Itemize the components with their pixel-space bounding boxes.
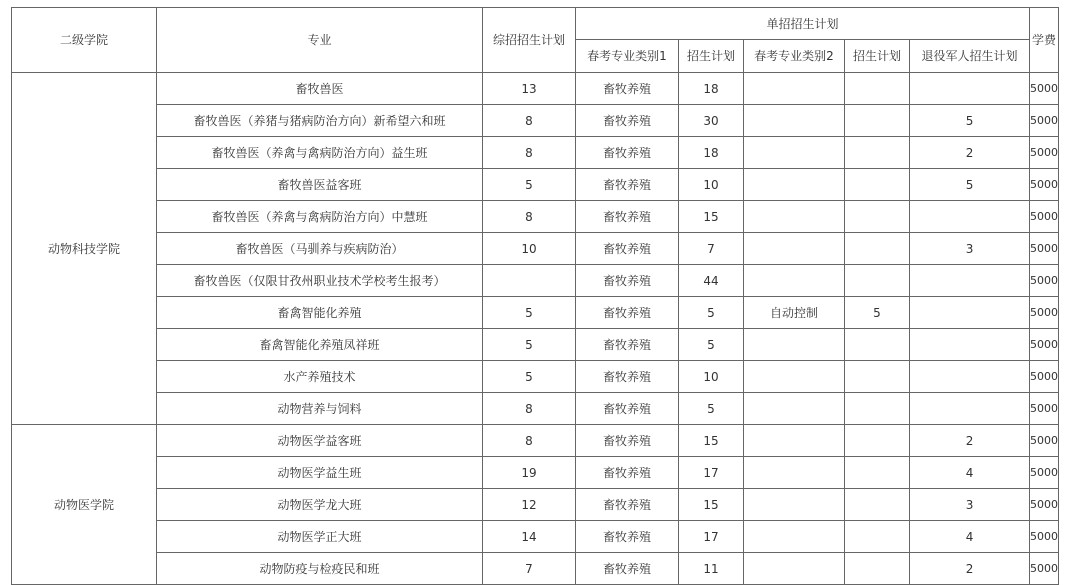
- plan-1-cell: 30: [679, 105, 744, 137]
- spring-category-1-cell: 畜牧养殖: [576, 457, 679, 489]
- spring-category-2-cell: [744, 201, 845, 233]
- plan-1-cell: 18: [679, 73, 744, 105]
- veteran-plan-cell: [910, 201, 1030, 233]
- plan-1-cell: 10: [679, 361, 744, 393]
- table-row: [12, 201, 1059, 233]
- plan-2-cell: [845, 137, 910, 169]
- tuition-cell: 5000: [1030, 329, 1059, 361]
- major-cell: 畜牧兽医（仅限甘孜州职业技术学校考生报考）: [157, 265, 483, 297]
- major-cell: 畜牧兽医（养禽与禽病防治方向）中慧班: [157, 201, 483, 233]
- header-spring-category-2: 春考专业类别2: [744, 40, 845, 73]
- spring-category-2-cell: [744, 265, 845, 297]
- plan-1-cell: 5: [679, 329, 744, 361]
- college-cell: 动物医学院: [12, 425, 157, 585]
- major-cell: 动物营养与饲料: [157, 393, 483, 425]
- spring-category-2-cell: [744, 393, 845, 425]
- comprehensive-plan-cell: 8: [483, 137, 576, 169]
- spring-category-2-cell: [744, 73, 845, 105]
- spring-category-2-cell: [744, 233, 845, 265]
- spring-category-1-cell: 畜牧养殖: [576, 233, 679, 265]
- comprehensive-plan-cell: 12: [483, 489, 576, 521]
- plan-1-cell: 11: [679, 553, 744, 585]
- comprehensive-plan-cell: 8: [483, 105, 576, 137]
- header-major: 专业: [157, 8, 483, 73]
- tuition-cell: 5000: [1030, 73, 1059, 105]
- table-row: [12, 265, 1059, 297]
- table-row: [12, 553, 1059, 585]
- spring-category-1-cell: 畜牧养殖: [576, 521, 679, 553]
- plan-1-cell: 18: [679, 137, 744, 169]
- plan-1-cell: 44: [679, 265, 744, 297]
- table-row: [12, 137, 1059, 169]
- major-cell: 畜牧兽医益客班: [157, 169, 483, 201]
- veteran-plan-cell: [910, 73, 1030, 105]
- header-single-plan-group: 单招招生计划: [576, 8, 1030, 40]
- plan-2-cell: [845, 457, 910, 489]
- plan-1-cell: 15: [679, 425, 744, 457]
- major-cell: 动物医学正大班: [157, 521, 483, 553]
- header-plan-2: 招生计划: [845, 40, 910, 73]
- veteran-plan-cell: 2: [910, 425, 1030, 457]
- tuition-cell: 5000: [1030, 425, 1059, 457]
- header-college: 二级学院: [12, 8, 157, 73]
- spring-category-1-cell: 畜牧养殖: [576, 265, 679, 297]
- tuition-cell: 5000: [1030, 201, 1059, 233]
- plan-2-cell: [845, 489, 910, 521]
- major-cell: 畜牧兽医（养禽与禽病防治方向）益生班: [157, 137, 483, 169]
- plan-1-cell: 5: [679, 297, 744, 329]
- plan-2-cell: 5: [845, 297, 910, 329]
- spring-category-1-cell: 畜牧养殖: [576, 73, 679, 105]
- plan-1-cell: 10: [679, 169, 744, 201]
- spring-category-2-cell: [744, 489, 845, 521]
- spring-category-2-cell: [744, 137, 845, 169]
- comprehensive-plan-cell: 10: [483, 233, 576, 265]
- veteran-plan-cell: [910, 361, 1030, 393]
- comprehensive-plan-cell: 8: [483, 201, 576, 233]
- table-row: [12, 393, 1059, 425]
- plan-1-cell: 17: [679, 457, 744, 489]
- spring-category-2-cell: [744, 553, 845, 585]
- table-row: [12, 73, 1059, 105]
- spring-category-2-cell: [744, 425, 845, 457]
- plan-2-cell: [845, 169, 910, 201]
- table-row: [12, 457, 1059, 489]
- tuition-cell: 5000: [1030, 265, 1059, 297]
- tuition-cell: 5000: [1030, 297, 1059, 329]
- veteran-plan-cell: [910, 329, 1030, 361]
- table-row: [12, 425, 1059, 457]
- tuition-cell: 5000: [1030, 393, 1059, 425]
- spring-category-1-cell: 畜牧养殖: [576, 425, 679, 457]
- spring-category-2-cell: 自动控制: [744, 297, 845, 329]
- header-veteran-plan: 退役军人招生计划: [910, 40, 1030, 73]
- plan-2-cell: [845, 73, 910, 105]
- veteran-plan-cell: 4: [910, 457, 1030, 489]
- tuition-cell: 5000: [1030, 105, 1059, 137]
- comprehensive-plan-cell: 7: [483, 553, 576, 585]
- tuition-cell: 5000: [1030, 521, 1059, 553]
- veteran-plan-cell: 3: [910, 489, 1030, 521]
- tuition-cell: 5000: [1030, 169, 1059, 201]
- header-row-1: [12, 8, 1059, 40]
- college-cell: 动物科技学院: [12, 73, 157, 425]
- major-cell: 动物防疫与检疫民和班: [157, 553, 483, 585]
- comprehensive-plan-cell: 13: [483, 73, 576, 105]
- header-plan-1: 招生计划: [679, 40, 744, 73]
- spring-category-1-cell: 畜牧养殖: [576, 137, 679, 169]
- spring-category-2-cell: [744, 105, 845, 137]
- table-row: [12, 105, 1059, 137]
- plan-1-cell: 15: [679, 201, 744, 233]
- tuition-cell: 5000: [1030, 489, 1059, 521]
- veteran-plan-cell: 5: [910, 105, 1030, 137]
- major-cell: 水产养殖技术: [157, 361, 483, 393]
- major-cell: 畜禽智能化养殖凤祥班: [157, 329, 483, 361]
- comprehensive-plan-cell: 5: [483, 169, 576, 201]
- comprehensive-plan-cell: 14: [483, 521, 576, 553]
- plan-1-cell: 5: [679, 393, 744, 425]
- table-row: [12, 329, 1059, 361]
- table-row: [12, 489, 1059, 521]
- table-row: [12, 361, 1059, 393]
- plan-2-cell: [845, 201, 910, 233]
- comprehensive-plan-cell: 19: [483, 457, 576, 489]
- comprehensive-plan-cell: 5: [483, 297, 576, 329]
- plan-2-cell: [845, 393, 910, 425]
- veteran-plan-cell: [910, 393, 1030, 425]
- veteran-plan-cell: [910, 297, 1030, 329]
- spring-category-1-cell: 畜牧养殖: [576, 105, 679, 137]
- plan-2-cell: [845, 361, 910, 393]
- spring-category-1-cell: 畜牧养殖: [576, 169, 679, 201]
- tuition-cell: 5000: [1030, 137, 1059, 169]
- plan-2-cell: [845, 233, 910, 265]
- comprehensive-plan-cell: [483, 265, 576, 297]
- major-cell: 畜牧兽医（马驯养与疾病防治）: [157, 233, 483, 265]
- major-cell: 动物医学龙大班: [157, 489, 483, 521]
- veteran-plan-cell: 2: [910, 137, 1030, 169]
- plan-2-cell: [845, 425, 910, 457]
- header-tuition: 学费: [1030, 8, 1059, 73]
- spring-category-2-cell: [744, 521, 845, 553]
- table-row: [12, 521, 1059, 553]
- plan-2-cell: [845, 521, 910, 553]
- plan-2-cell: [845, 329, 910, 361]
- tuition-cell: 5000: [1030, 457, 1059, 489]
- major-cell: 畜禽智能化养殖: [157, 297, 483, 329]
- tuition-cell: 5000: [1030, 233, 1059, 265]
- plan-1-cell: 15: [679, 489, 744, 521]
- table-row: [12, 297, 1059, 329]
- plan-1-cell: 7: [679, 233, 744, 265]
- plan-2-cell: [845, 553, 910, 585]
- spring-category-1-cell: 畜牧养殖: [576, 489, 679, 521]
- comprehensive-plan-cell: 5: [483, 329, 576, 361]
- spring-category-1-cell: 畜牧养殖: [576, 393, 679, 425]
- plan-1-cell: 17: [679, 521, 744, 553]
- spring-category-1-cell: 畜牧养殖: [576, 329, 679, 361]
- header-comprehensive-plan: 综招招生计划: [483, 8, 576, 73]
- veteran-plan-cell: 5: [910, 169, 1030, 201]
- plan-2-cell: [845, 105, 910, 137]
- tuition-cell: 5000: [1030, 553, 1059, 585]
- spring-category-1-cell: 畜牧养殖: [576, 201, 679, 233]
- major-cell: 畜牧兽医: [157, 73, 483, 105]
- major-cell: 动物医学益客班: [157, 425, 483, 457]
- spring-category-2-cell: [744, 169, 845, 201]
- spring-category-1-cell: 畜牧养殖: [576, 361, 679, 393]
- veteran-plan-cell: 2: [910, 553, 1030, 585]
- table-row: [12, 233, 1059, 265]
- spring-category-1-cell: 畜牧养殖: [576, 553, 679, 585]
- comprehensive-plan-cell: 5: [483, 361, 576, 393]
- major-cell: 畜牧兽医（养猪与猪病防治方向）新希望六和班: [157, 105, 483, 137]
- header-spring-category-1: 春考专业类别1: [576, 40, 679, 73]
- veteran-plan-cell: [910, 265, 1030, 297]
- tuition-cell: 5000: [1030, 361, 1059, 393]
- plan-2-cell: [845, 265, 910, 297]
- spring-category-2-cell: [744, 329, 845, 361]
- major-cell: 动物医学益生班: [157, 457, 483, 489]
- veteran-plan-cell: 3: [910, 233, 1030, 265]
- veteran-plan-cell: 4: [910, 521, 1030, 553]
- comprehensive-plan-cell: 8: [483, 425, 576, 457]
- comprehensive-plan-cell: 8: [483, 393, 576, 425]
- enrollment-plan-table: [11, 7, 1059, 585]
- spring-category-2-cell: [744, 457, 845, 489]
- spring-category-1-cell: 畜牧养殖: [576, 297, 679, 329]
- table-row: [12, 169, 1059, 201]
- spring-category-2-cell: [744, 361, 845, 393]
